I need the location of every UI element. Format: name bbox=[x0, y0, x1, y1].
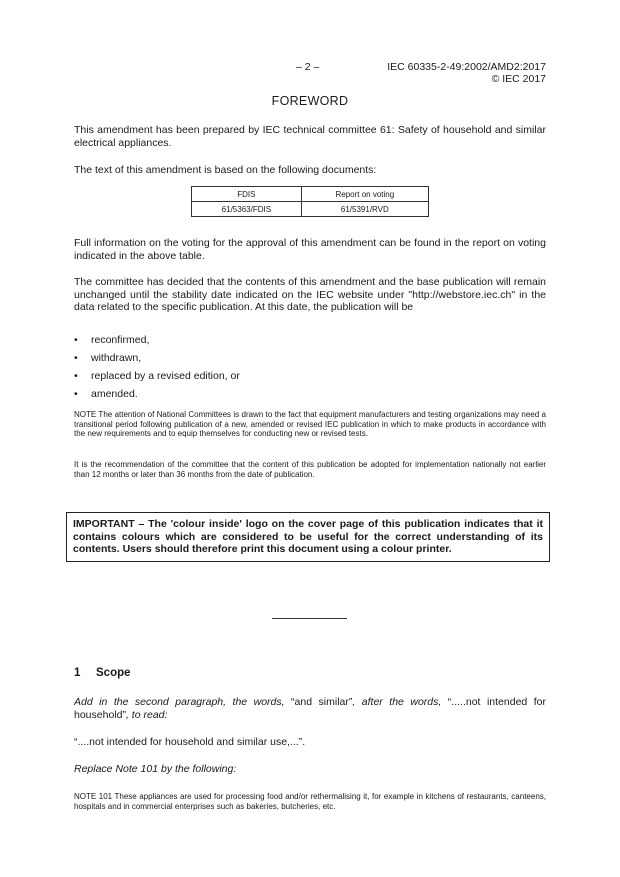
section-title: Scope bbox=[96, 667, 131, 679]
list-item: • amended. bbox=[74, 388, 240, 406]
table-row bbox=[192, 202, 429, 217]
transitional-note: NOTE The attention of National Committees is drawn to the fact that equipment manufacturers and testing organizations may need a transitional period following publication of a new, amended or revised IEC publication in which to make products in accordance with the new requirements and to equip themselves for conducting new or revised tests. bbox=[74, 410, 546, 438]
instruction-text: Add in the second paragraph, the words, bbox=[74, 696, 292, 708]
foreword-title: FOREWORD bbox=[271, 94, 349, 108]
table-header-cell: FDIS bbox=[192, 187, 302, 202]
document-id: IEC 60335-2-49:2002/AMD2:2017 bbox=[387, 61, 546, 73]
copyright-notice: © IEC 2017 bbox=[491, 73, 546, 85]
page-number: – 2 – bbox=[296, 61, 320, 73]
based-on-paragraph: The text of this amendment is based on the following documents: bbox=[74, 164, 377, 176]
table-cell: 61/5363/FDIS bbox=[192, 202, 302, 217]
intro-paragraph: This amendment has been prepared by IEC technical committee 61: Safety of household and similar electrical appliances. bbox=[74, 124, 546, 149]
quoted-text: “and similar” bbox=[291, 696, 353, 708]
table-header-cell: Report on voting bbox=[301, 187, 428, 202]
section-number: 1 bbox=[74, 667, 81, 679]
table-cell: 61/5391/RVD bbox=[301, 202, 428, 217]
publication-status-list bbox=[74, 334, 240, 406]
important-notice-box: IMPORTANT – The 'colour inside' logo on the cover page of this publication indicates that it contains colours which are considered to be useful for the correct understanding of its contents. Users should therefore print this document using a colour printer. bbox=[66, 512, 550, 562]
section-divider bbox=[272, 618, 347, 619]
list-item: • reconfirmed, bbox=[74, 334, 240, 352]
instruction-text: , to read: bbox=[125, 708, 168, 721]
stability-paragraph: The committee has decided that the contents of this amendment and the base publication will remain unchanged until the stability date indicated on the IEC website under "http://webstore.iec.ch" in the data related to the specific publication. At this date, the publication will be bbox=[74, 276, 546, 313]
note-101: NOTE 101 These appliances are used for processing food and/or rethermalising it, for example in kitchens of restaurants, canteens, hospitals and in commercial enterprises such as bakeries, butcheries, etc. bbox=[74, 792, 546, 811]
list-item: • replaced by a revised edition, or bbox=[74, 370, 240, 388]
table-header-row bbox=[192, 187, 429, 202]
scope-instruction-2: Replace Note 101 by the following: bbox=[74, 763, 237, 775]
list-item: • withdrawn, bbox=[74, 352, 240, 370]
replacement-text: “....not intended for household and similar use,...”. bbox=[74, 736, 306, 748]
quoted-text: “.....not intended for household” bbox=[74, 696, 546, 721]
voting-documents-table bbox=[191, 186, 429, 217]
instruction-text: , after the words, bbox=[352, 696, 448, 708]
scope-instruction-1 bbox=[74, 696, 546, 721]
recommendation-paragraph: It is the recommendation of the committee that the content of this publication be adopted for implementation nationally not earlier than 12 months or later than 36 months from the date of publication. bbox=[74, 460, 546, 479]
scope-heading bbox=[74, 667, 131, 679]
voting-info-paragraph: Full information on the voting for the approval of this amendment can be found in the report on voting indicated in the above table. bbox=[74, 237, 546, 262]
